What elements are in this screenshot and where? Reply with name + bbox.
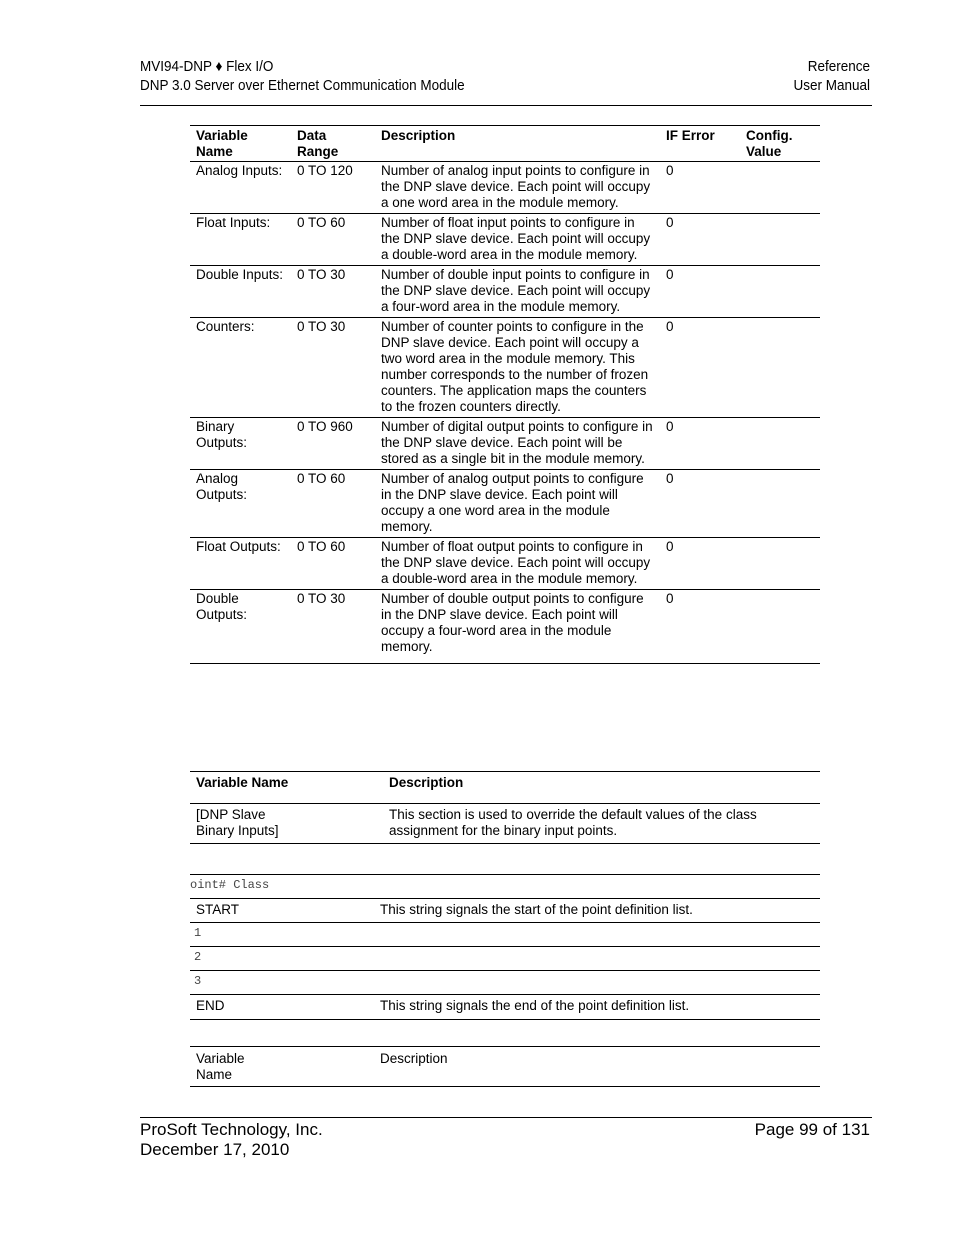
cell-name: Double Inputs: xyxy=(196,267,284,282)
point-label: 3 xyxy=(194,974,202,988)
point-description: This string signals the start of the point definition list. xyxy=(380,902,693,917)
cell-description: Number of double output points to configure in the DNP slave device. Each point will occupy a four-word area in the module memory. xyxy=(381,591,644,654)
list-item xyxy=(190,970,820,994)
col-header-config-value: Config. Value xyxy=(746,128,793,159)
table-row xyxy=(190,214,820,266)
cell-config xyxy=(740,214,820,266)
cell-config xyxy=(740,266,820,318)
cell-description: Number of float output points to configure in the DNP slave device. Each point will occupy a double-word area in the module memory. xyxy=(381,539,651,586)
point-label: 1 xyxy=(194,926,202,940)
points-header: oint# Class xyxy=(190,878,270,892)
company-name: ProSoft Technology, Inc. xyxy=(140,1120,323,1139)
header-divider xyxy=(140,105,872,106)
doc-section: Reference xyxy=(807,58,870,75)
description-label: Description xyxy=(380,1051,448,1066)
cell-description: Number of analog input points to configure in the DNP slave device. Each point will occupy a one word area in the module memory. xyxy=(381,163,651,210)
cell-if-error: 0 xyxy=(666,319,674,334)
cell-description: Number of analog output points to configure in the DNP slave device. Each point will occupy a one word area in the module memory. xyxy=(381,471,644,534)
point-description: This string signals the end of the point definition list. xyxy=(380,998,690,1013)
cell-range: 0 TO 30 xyxy=(297,319,346,334)
header-left xyxy=(140,57,465,95)
cell-name: Binary Outputs: xyxy=(196,419,248,450)
header-right xyxy=(793,57,870,95)
cell-description: Number of digital output points to configure in the DNP slave device. Each point will be stored as a single bit in the module memory. xyxy=(381,419,653,466)
col-header-variable-name: Variable Name xyxy=(196,128,248,159)
cell-range: 0 TO 60 xyxy=(297,471,346,486)
table-header-row xyxy=(190,126,820,162)
cell-config xyxy=(740,538,820,590)
cell-range: 0 TO 60 xyxy=(297,539,346,554)
section-table xyxy=(190,771,820,844)
config-table xyxy=(190,125,820,664)
table-row xyxy=(190,590,820,664)
document-date: December 17, 2010 xyxy=(140,1140,290,1159)
col-header-data-range: Data Range xyxy=(297,128,339,159)
cell-range: 0 TO 60 xyxy=(297,215,346,230)
cell-if-error: 0 xyxy=(666,471,674,486)
cell-if-error: 0 xyxy=(666,539,674,554)
footer-left xyxy=(140,1120,323,1160)
cell-config xyxy=(740,162,820,214)
variable-name-label: Variable Name xyxy=(196,1051,245,1082)
cell-if-error: 0 xyxy=(666,419,674,434)
variable-header-row xyxy=(190,1046,820,1087)
cell-description: Number of float input points to configure in the DNP slave device. Each point will occupy a double-word area in the module memory. xyxy=(381,215,651,262)
cell-if-error: 0 xyxy=(666,163,674,178)
table-row xyxy=(190,318,820,418)
footer-divider xyxy=(140,1117,872,1118)
table-row xyxy=(190,804,820,844)
list-item xyxy=(190,898,820,922)
cell-name: Float Inputs: xyxy=(196,215,271,230)
point-label: START xyxy=(196,902,240,917)
col-header-variable-name: Variable Name xyxy=(196,775,289,790)
col-header-description: Description xyxy=(381,128,456,143)
cell-range: 0 TO 30 xyxy=(297,591,346,606)
cell-name: Counters: xyxy=(196,319,255,334)
cell-range: 0 TO 30 xyxy=(297,267,346,282)
cell-description: This section is used to override the default values of the class assignment for the binary input points. xyxy=(389,807,757,838)
product-subtitle: DNP 3.0 Server over Ethernet Communication Module xyxy=(140,77,465,94)
cell-name xyxy=(190,804,383,844)
table-row xyxy=(190,538,820,590)
cell-config xyxy=(740,590,820,664)
cell-name: Analog Inputs: xyxy=(196,163,283,178)
cell-name: Double Outputs: xyxy=(196,591,248,622)
cell-if-error: 0 xyxy=(666,267,674,282)
list-item xyxy=(190,994,820,1020)
point-label: 2 xyxy=(194,950,202,964)
col-header-description: Description xyxy=(389,775,464,790)
col-header-if-error: IF Error xyxy=(666,128,715,143)
table-header-row xyxy=(190,772,820,804)
cell-name: Float Outputs: xyxy=(196,539,281,554)
product-title: MVI94-DNP ♦ Flex I/O xyxy=(140,58,274,75)
cell-config xyxy=(740,418,820,470)
cell-if-error: 0 xyxy=(666,591,674,606)
cell-name: Analog Outputs: xyxy=(196,471,248,502)
points-header-row xyxy=(190,874,820,898)
doc-type: User Manual xyxy=(793,77,870,94)
cell-description: Number of counter points to configure in the DNP slave device. Each point will occupy a two word area in the module memory. This number corresponds to the number of frozen counters. The application maps the counters to the frozen counters directly. xyxy=(381,319,649,414)
cell-range: 0 TO 120 xyxy=(297,163,353,178)
cell-if-error: 0 xyxy=(666,215,674,230)
table-row xyxy=(190,162,820,214)
table-row xyxy=(190,266,820,318)
list-item xyxy=(190,946,820,970)
table-row xyxy=(190,470,820,538)
section-name: [DNP Slave Binary Inputs] xyxy=(196,807,279,838)
list-item xyxy=(190,922,820,946)
cell-config xyxy=(740,318,820,418)
point-label: END xyxy=(196,998,225,1013)
cell-range: 0 TO 960 xyxy=(297,419,353,434)
cell-description: Number of double input points to configure in the DNP slave device. Each point will occupy a four-word area in the module memory. xyxy=(381,267,651,314)
cell-config xyxy=(740,470,820,538)
page-number: Page 99 of 131 xyxy=(754,1120,870,1139)
table-row xyxy=(190,418,820,470)
